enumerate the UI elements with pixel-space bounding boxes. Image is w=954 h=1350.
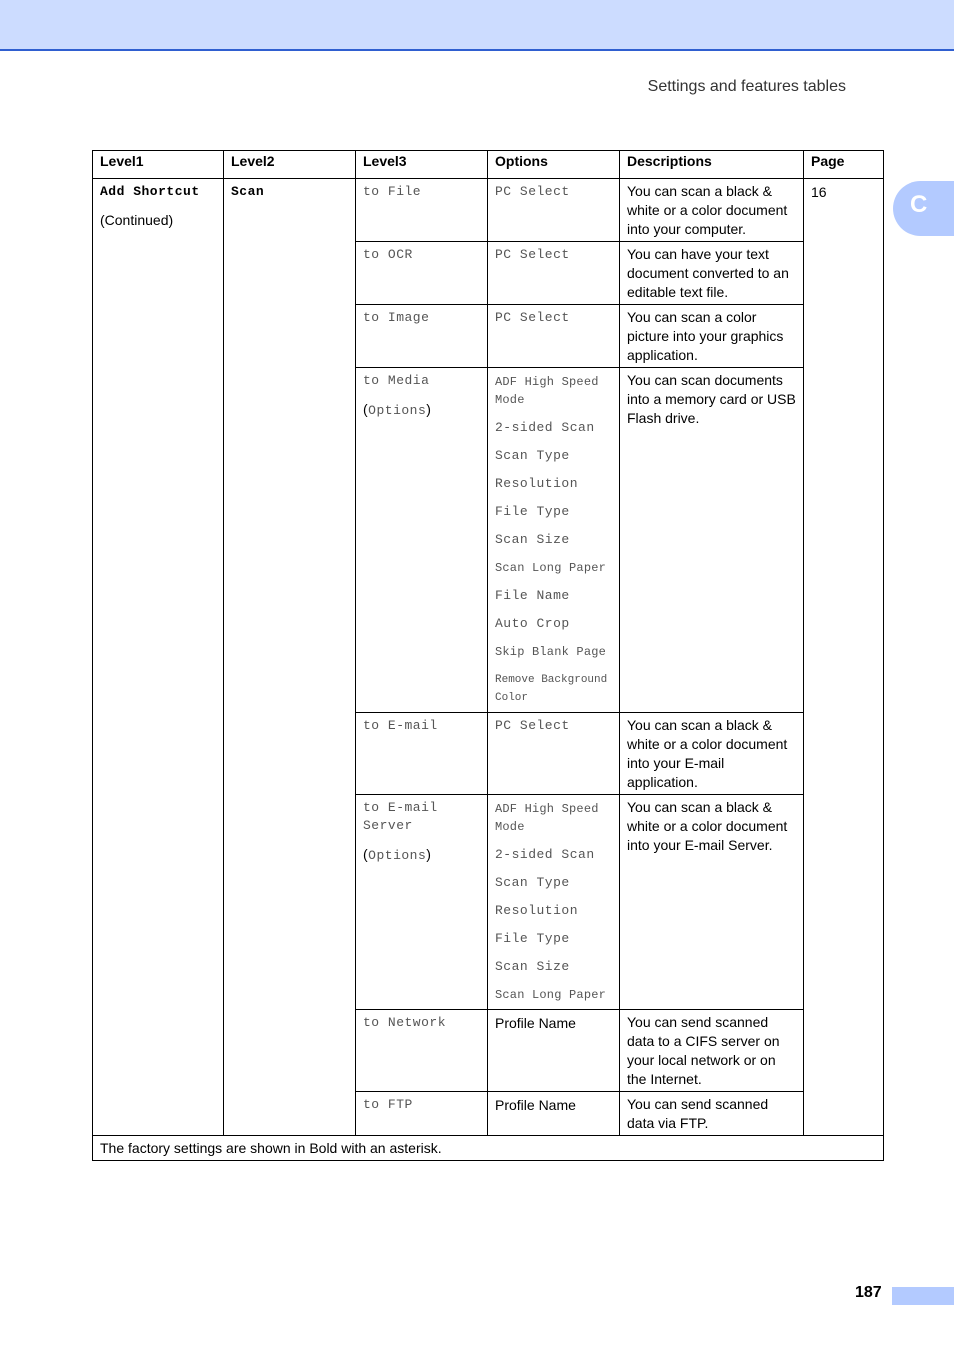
footnote: The factory settings are shown in Bold with an asterisk. <box>93 1136 884 1161</box>
option-value: Auto Crop <box>495 616 570 631</box>
level3-cell <box>356 242 488 305</box>
option-value: Resolution <box>495 476 579 491</box>
column-header: Level3 <box>356 151 488 179</box>
column-header: Level1 <box>93 151 224 179</box>
options-word: Options <box>368 403 427 418</box>
footnote-row <box>93 1136 884 1161</box>
options-cell <box>488 368 620 713</box>
paren-open: ( <box>363 846 369 862</box>
option-value: Scan Type <box>495 875 570 890</box>
options-word: Options <box>368 848 427 863</box>
option-value: File Type <box>495 504 570 519</box>
column-header: Descriptions <box>620 151 804 179</box>
level1-cell <box>93 179 224 1136</box>
page-value: 16 <box>811 184 827 200</box>
table-header-row <box>93 151 884 179</box>
description-cell: You can scan a black & white or a color document into your computer. <box>620 179 804 242</box>
option-value: PC Select <box>495 310 570 325</box>
option-value: Scan Long Paper <box>495 988 607 1002</box>
options-cell <box>488 713 620 795</box>
description-cell: You can scan a black & white or a color document into your E-mail application. <box>620 713 804 795</box>
level2-value: Scan <box>231 184 265 199</box>
page-number-bar <box>892 1287 954 1305</box>
level3-cell <box>356 713 488 795</box>
level3-cell <box>356 368 488 713</box>
level3-cell <box>356 1092 488 1136</box>
level3-cell <box>356 795 488 1010</box>
option-value: Skip Blank Page <box>495 645 607 659</box>
description-cell: You can have your text document converted to an editable text file. <box>620 242 804 305</box>
column-header: Level2 <box>224 151 356 179</box>
paren-open: ( <box>363 401 369 417</box>
table-row <box>93 179 884 242</box>
description-cell: You can send scanned data to a CIFS server on your local network or on the Internet. <box>620 1010 804 1092</box>
option-value: Remove Background Color <box>495 674 608 704</box>
option-value: 2-sided Scan <box>495 847 595 862</box>
level3-value: to Media <box>363 373 430 388</box>
option-value: PC Select <box>495 184 570 199</box>
option-value: 2-sided Scan <box>495 420 595 435</box>
level1-value: Add Shortcut <box>100 184 200 199</box>
level3-cell <box>356 179 488 242</box>
level3-value: to OCR <box>363 247 413 262</box>
option-value: ADF High Speed Mode <box>495 802 599 834</box>
option-value: File Name <box>495 588 570 603</box>
option-value: Scan Size <box>495 959 570 974</box>
option-value: PC Select <box>495 247 570 262</box>
chapter-tab-letter: C <box>910 191 928 218</box>
option-value: Scan Size <box>495 532 570 547</box>
option-value: Scan Type <box>495 448 570 463</box>
level3-cell <box>356 305 488 368</box>
description-cell: You can scan documents into a memory card or USB Flash drive. <box>620 368 804 713</box>
page-cell <box>804 179 884 1136</box>
paren-close: ) <box>426 846 432 862</box>
options-cell <box>488 305 620 368</box>
option-value: File Type <box>495 931 570 946</box>
level2-cell <box>224 179 356 1136</box>
description-cell: You can scan a color picture into your graphics application. <box>620 305 804 368</box>
column-header: Page <box>804 151 884 179</box>
paren-close: ) <box>426 401 432 417</box>
section-title: Settings and features tables <box>647 78 846 95</box>
options-cell <box>488 1092 620 1136</box>
settings-table <box>92 150 884 1161</box>
level3-value: to Network <box>363 1015 447 1030</box>
level3-cell <box>356 1010 488 1092</box>
top-banner <box>0 0 954 51</box>
level3-value: to FTP <box>363 1097 413 1112</box>
description-cell: You can send scanned data via FTP. <box>620 1092 804 1136</box>
page-number: 187 <box>855 1284 882 1301</box>
options-cell <box>488 179 620 242</box>
options-cell <box>488 795 620 1010</box>
level1-continued-note: (Continued) <box>100 212 174 228</box>
option-value: PC Select <box>495 718 570 733</box>
options-cell <box>488 242 620 305</box>
option-value: ADF High Speed Mode <box>495 375 599 407</box>
options-cell <box>488 1010 620 1092</box>
option-value: Profile Name <box>495 1097 576 1113</box>
level3-options-label <box>363 390 480 420</box>
level3-value: to E-mail <box>363 718 438 733</box>
level3-value: to Image <box>363 310 430 325</box>
option-value: Profile Name <box>495 1015 576 1031</box>
level3-value: to E-mail Server <box>363 800 438 833</box>
column-header: Options <box>488 151 620 179</box>
chapter-tab <box>893 181 954 236</box>
option-value: Scan Long Paper <box>495 561 607 575</box>
description-cell: You can scan a black & white or a color document into your E-mail Server. <box>620 795 804 1010</box>
option-value: Resolution <box>495 903 579 918</box>
level3-options-label <box>363 835 480 865</box>
level3-value: to File <box>363 184 422 199</box>
